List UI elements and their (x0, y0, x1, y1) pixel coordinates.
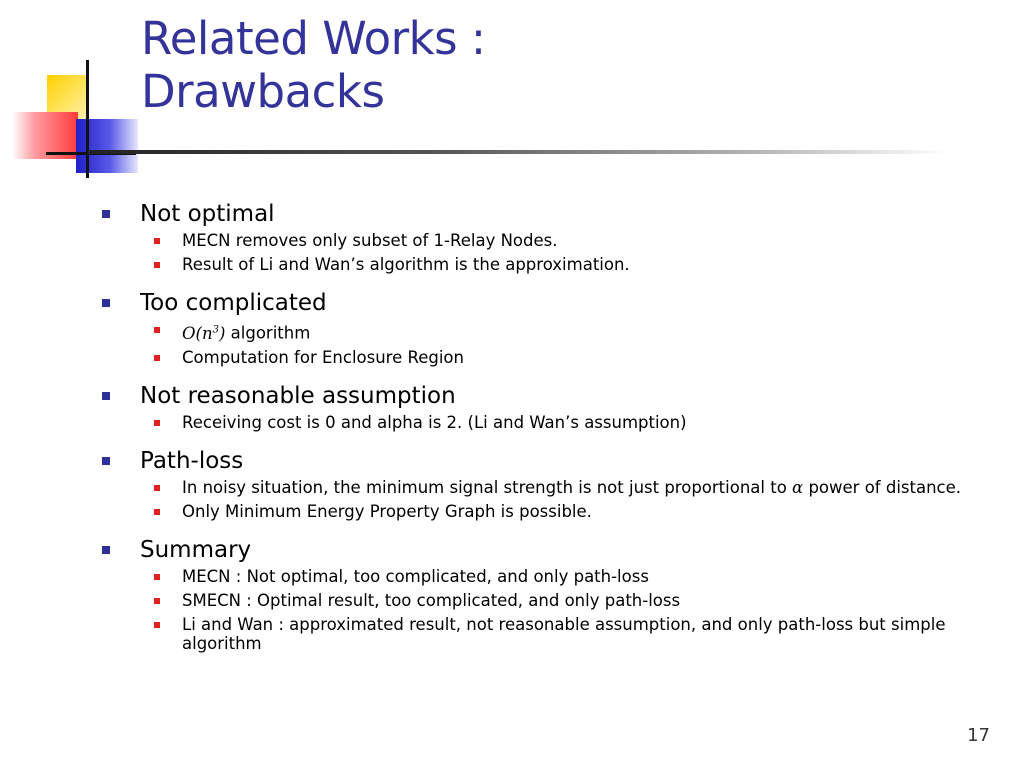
sub-bullet: MECN removes only subset of 1-Relay Nodes. (154, 231, 982, 250)
sub-bullet-square-icon (154, 238, 160, 244)
sub-bullet-square-icon (154, 420, 160, 426)
sub-bullet: Computation for Enclosure Region (154, 348, 982, 367)
slide-title-line1: Related Works : (141, 12, 486, 65)
page-number: 17 (967, 725, 990, 746)
sub-bullet-square-icon (154, 622, 160, 628)
slide-title-line2: Drawbacks (141, 65, 385, 118)
bullet-square-icon (102, 546, 110, 554)
sub-bullet: SMECN : Optimal result, too complicated, and only path-loss (154, 591, 982, 610)
sub-bullet-square-icon (154, 598, 160, 604)
topic-heading: Path-loss (140, 447, 244, 474)
topic-heading: Not reasonable assumption (140, 382, 456, 409)
topic-path-loss (102, 447, 982, 521)
bullet-square-icon (102, 392, 110, 400)
topic-heading: Summary (140, 536, 252, 563)
bullet-square-icon (102, 210, 110, 218)
topic-summary (102, 536, 982, 653)
sub-bullet: Receiving cost is 0 and alpha is 2. (Li and Wan’s assumption) (154, 413, 982, 432)
sub-bullet-square-icon (154, 574, 160, 580)
sub-bullet: Only Minimum Energy Property Graph is possible. (154, 502, 982, 521)
alpha-symbol: α (792, 477, 804, 497)
sub-bullet-square-icon (154, 355, 160, 361)
sub-bullet: Li and Wan : approximated result, not reasonable assumption, and only path-loss but simple algorithm (154, 615, 982, 653)
sub-bullet-square-icon (154, 327, 160, 333)
sub-bullet: $O(n^3)$ algorithm (154, 320, 982, 343)
sub-bullet-square-icon (154, 485, 160, 491)
sub-bullet-square-icon (154, 509, 160, 515)
bullet-square-icon (102, 299, 110, 307)
sub-bullet: In noisy situation, the minimum signal strength is not just proportional to α power of distance. (154, 478, 982, 497)
slide-title (141, 12, 486, 118)
sub-bullet-square-icon (154, 262, 160, 268)
big-o-formula: $O(n^3)$ (182, 323, 226, 343)
topic-too-complicated (102, 289, 982, 367)
bullet-square-icon (102, 457, 110, 465)
topic-not-reasonable-assumption (102, 382, 982, 432)
topic-not-optimal (102, 200, 982, 274)
topic-heading: Not optimal (140, 201, 275, 227)
logo-vertical-line (86, 60, 89, 178)
title-underline (88, 150, 948, 154)
topic-heading: Too complicated (140, 290, 327, 316)
sub-bullet: MECN : Not optimal, too complicated, and only path-loss (154, 567, 982, 586)
sub-bullet: Result of Li and Wan’s algorithm is the approximation. (154, 255, 982, 274)
bullet-list (102, 200, 982, 668)
